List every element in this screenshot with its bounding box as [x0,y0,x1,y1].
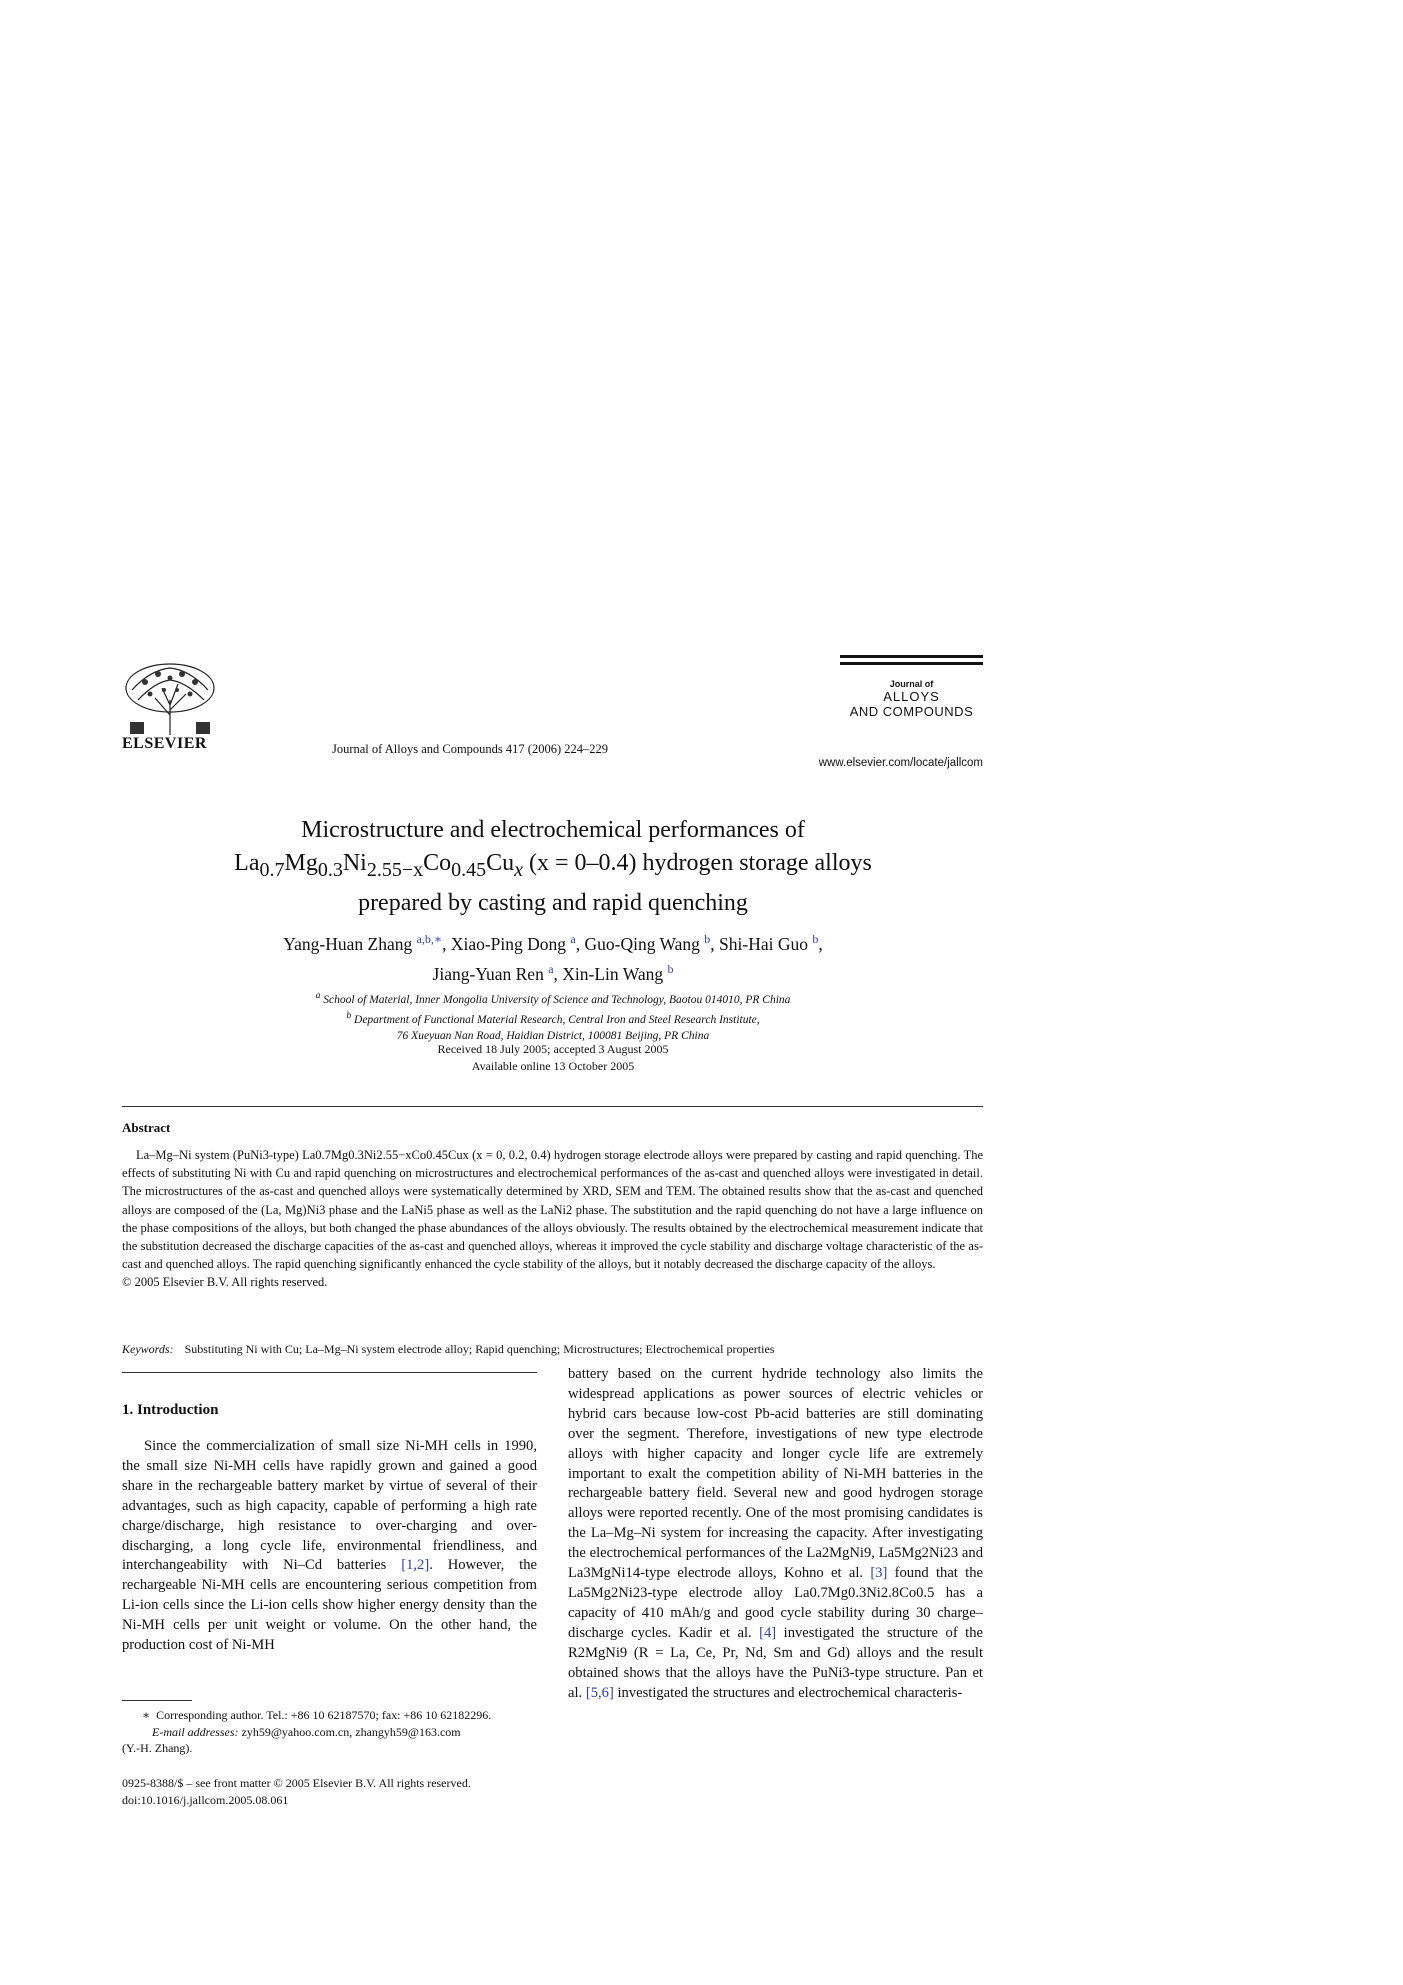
abstract-top-rule [122,1106,983,1107]
author-name: Xiao-Ping Dong [450,933,567,954]
author-affiliation-mark[interactable]: a [570,932,576,946]
citation-link[interactable]: [5,6] [585,1684,614,1701]
author-name: Jiang-Yuan Ren [432,963,544,984]
available-date: Available online 13 October 2005 [471,1059,635,1073]
keywords [122,1342,983,1357]
keywords-text: Substituting Ni with Cu; La–Mg–Ni system electrode alloy; Rapid quenching; Microstructures; Electrochemical properties [184,1342,775,1356]
section-heading-introduction: 1. Introduction [122,1402,219,1418]
author-affiliation-mark[interactable]: b [812,932,819,946]
keywords-bottom-rule [122,1372,537,1373]
doi-line[interactable]: doi:10.1016/j.jallcom.2005.08.061 [122,1793,289,1807]
author-name: Guo-Qing Wang [584,933,700,954]
journal-logo [840,655,983,725]
title-line-2: $La_{0.7}Mg_{0.3}Ni_{2.55-x}Co_{0.45}Cu_x$ (x = 0–0.4) hydrogen storage alloys [234,850,872,881]
email-addresses[interactable]: zyh59@yahoo.com.cn, zhangyh59@163.com [241,1724,461,1739]
affiliation-b-address: 76 Xueyuan Nan Road, Haidian District, 100081 Beijing, PR China [396,1029,710,1042]
author-name: Yang-Huan Zhang [283,933,413,954]
issn-line: 0925-8388/$ – see front matter © 2005 Elsevier B.V. All rights reserved. [122,1776,471,1790]
corresponding-author: Corresponding author. Tel.: +86 10 62187570; fax: +86 10 62182296. [156,1708,492,1722]
footnote-name: (Y.-H. Zhang). [122,1741,193,1755]
title-line-1: Microstructure and electrochemical performances of [301,817,805,843]
journal-citation: Journal of Alloys and Compounds 417 (2006) 224–229 [331,742,609,756]
citation-link[interactable]: [4] [759,1624,777,1641]
journal-url[interactable]: www.elsevier.com/locate/jallcom [818,757,983,769]
copyright: © 2005 Elsevier B.V. All rights reserved. [122,1275,328,1290]
article-title [150,814,956,920]
publisher-name: ELSEVIER [122,735,207,752]
author-list: Yang-Huan Zhang $^{a,b,∗}$, Xiao-Ping Dong $^a$, Guo-Qing Wang $^b$, Shi-Hai Guo $^b$, Jiang-Yuan Ren $^a$, Xin-Lin Wang $^b$ [283,932,823,984]
intro-paragraph-continued: battery based on the current hydride technology also limits the widespread applications as power sources of electric vehicles or hybrid cars because low-cost Pb-acid batteries are still dominating over the segment. Therefore, investigations of new type electrode alloys with higher capacity and longer cycle life are extremely important to exalt the competition ability of Ni-MH batteries in the rechargeable battery field. Several new and good hydrogen storage alloys were reported recently. One of the most promising candidates is the La–Mg–Ni system for increasing the capacity. After investigating the electrochemical performances of the La2MgNi9, La5Mg2Ni23 and La3MgNi14-type electrode alloys, Kohno et al. [3] found that the La5Mg2Ni23-type electrode alloy La0.7Mg0.3Ni2.8Co0.5 has a capacity of 410 mAh/g and good cycle stability during 30 charge–discharge cycles. Kadir et al. [4] investigated the structure of the R2MgNi9 (R = La, Ce, Pr, Nd, Sm and Gd) alloys and the result obtained shows that the alloys have the PuNi3-type structure. Pan et al. [5,6] investigated the structures and electrochemical characteris- [568,1366,983,1701]
title-line-3: prepared by casting and rapid quenching [358,889,748,916]
citation-link[interactable]: [3] [870,1565,888,1582]
abstract-heading: Abstract [122,1120,171,1135]
received-date: Received 18 July 2005; accepted 3 August 2005 [437,1042,669,1056]
abstract-text: La–Mg–Ni system (PuNi3-type) La0.7Mg0.3Ni2.55−xCo0.45Cux (x = 0, 0.2, 0.4) hydrogen storage electrode alloys were prepared by casting and rapid quenching. The effects of substituting Ni with Cu and rapid quenching on microstructures and electrochemical performances of the as-cast and quenched alloys were investigated in detail. The microstructures of the as-cast and quenched alloys were systematically determined by XRD, SEM and TEM. The obtained results show that the as-cast and quenched alloys are composed of the (La, Mg)Ni3 phase and the LaNi5 phase as well as the LaNi2 phase. The substitution and the rapid quenching do not have a large influence on the phase compositions of the alloys, but both changed the phase abundances of the alloys obviously. The results obtained by the electrochemical measurement indicate that the substitution decreased the discharge capacities of the as-cast and quenched alloys, whereas it improved the cycle stability and discharge voltage characteristic of the as-cast and quenched alloys. The rapid quenching significantly enhanced the cycle stability of the alloys, but it notably decreased the discharge capacity of the alloys. [122,1148,983,1272]
keywords-label: Keywords: [122,1342,174,1356]
journal-logo-line2: ALLOYS [883,689,940,704]
author-affiliation-mark[interactable]: b [704,932,711,946]
citation-link[interactable]: [1,2] [401,1557,430,1574]
abstract-body [122,1146,983,1292]
author-name: Shi-Hai Guo [719,933,808,954]
footnote: ∗ Corresponding author. Tel.: +86 10 62187570; fax: +86 10 62182296. E-mail addresses: zyh59@yahoo.com.cn, zhangyh59@163.com (Y.-H. Zhang). [122,1707,537,1757]
intro-paragraph-1: Since the commercialization of small size Ni-MH cells in 1990, the small size Ni-MH cells have rapidly grown and gained a good share in the rechargeable battery market by virtue of several of their advantages, such as high capacity, capable of performing a high rate charge/discharge, high resistance to over-charging and over-discharging, a long cycle life, environmental friendliness, and interchangeability with Ni–Cd batteries [1,2]. However, the rechargeable Ni-MH cells are encountering serious competition from Li-ion cells since the Li-ion cells show higher energy density than the Ni-MH cells per unit weight or volume. On the other hand, the production cost of Ni-MH [122,1438,537,1654]
journal-logo-line1: Journal of [889,679,934,689]
author-affiliation-mark[interactable]: a [548,961,554,976]
author-name: Xin-Lin Wang [562,963,664,984]
article-dates [150,1041,956,1075]
footnote-rule [122,1700,192,1701]
email-label: E-mail addresses: [152,1724,239,1739]
author-affiliation-mark[interactable]: a,b,∗ [416,932,443,946]
front-matter [122,1775,537,1809]
affiliations: $^a$ School of Material, Inner Mongolia University of Science and Technology, Baotou 014010, PR China $^b$ Department of Functional Material Research, Central Iron and Steel Research Institute, 76 Xueyuan Nan Road, Haidian District, 100081 Beijing, PR China [150,988,956,1044]
body-column-right [568,1365,983,1703]
affiliation-b: Department of Functional Material Research, Central Iron and Steel Research Institute, [354,1013,760,1026]
journal-logo-line3: AND COMPOUNDS [849,704,974,719]
author-affiliation-mark[interactable]: b [667,961,674,976]
affiliation-a: School of Material, Inner Mongolia University of Science and Technology, Baotou 014010, PR China [323,993,791,1006]
body-column-left [122,1437,537,1656]
